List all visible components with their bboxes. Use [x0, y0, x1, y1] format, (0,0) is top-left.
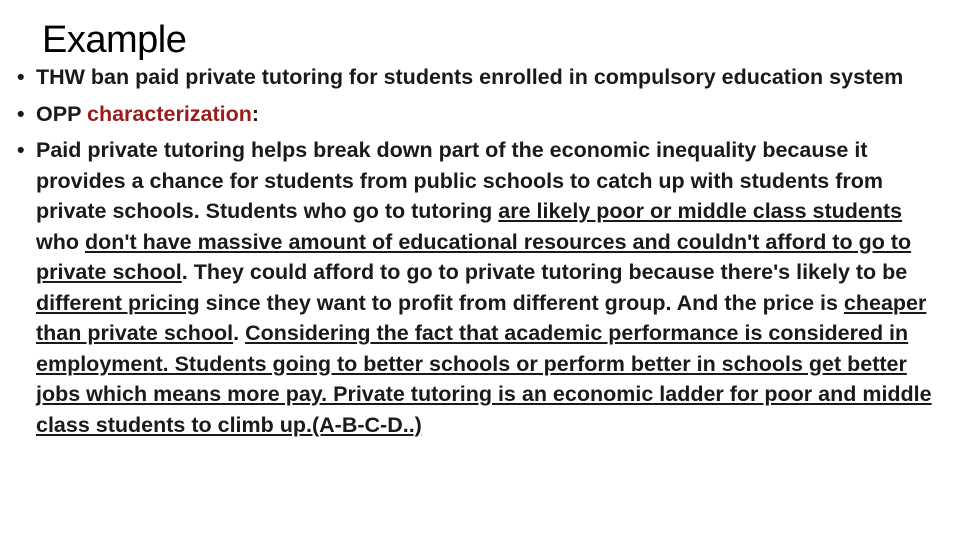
- bullet-text-prefix: OPP: [36, 101, 87, 126]
- bullet-item-motion: [14, 62, 948, 93]
- underlined-phrase: are likely poor or middle class students: [498, 199, 903, 223]
- argument-text: .: [233, 321, 246, 345]
- slide-title: Example: [42, 19, 187, 61]
- underlined-phrase: don't have massive amount of educational resources and couldn't afford to go to private school: [36, 229, 912, 284]
- bullet-marker: •: [17, 65, 25, 89]
- underlined-phrase: Considering the fact that academic performance is considered in employment. Students going to better schools or perform better in schools get better jobs which means more pay. Private tutoring is an economic ladder for poor and middle class students to climb up.(A-B-C-D..): [36, 321, 932, 437]
- underlined-phrase: different pricing: [36, 290, 200, 315]
- highlighted-term: characterization: [87, 101, 252, 126]
- underlined-phrase: cheaper than private school: [36, 290, 927, 345]
- argument-text: since they want to profit from different group. And the price is: [199, 290, 844, 315]
- bullet-text: THW ban paid private tutoring for students enrolled in compulsory education system: [36, 65, 904, 89]
- argument-text: . They could afford to go to private tutoring because there's likely to be: [181, 260, 908, 284]
- argument-text: Paid private tutoring helps break down part of the economic inequality because it provides a chance for students from public schools to catch up with students from private schools. Students who go to tutoring: [36, 138, 883, 223]
- bullet-item-opp: [14, 99, 948, 130]
- bullet-list: [14, 62, 948, 446]
- bullet-item-argument: [14, 135, 948, 440]
- argument-text: who: [36, 229, 85, 254]
- bullet-marker: •: [17, 138, 25, 162]
- bullet-text-suffix: :: [251, 101, 260, 126]
- bullet-marker: •: [17, 101, 25, 126]
